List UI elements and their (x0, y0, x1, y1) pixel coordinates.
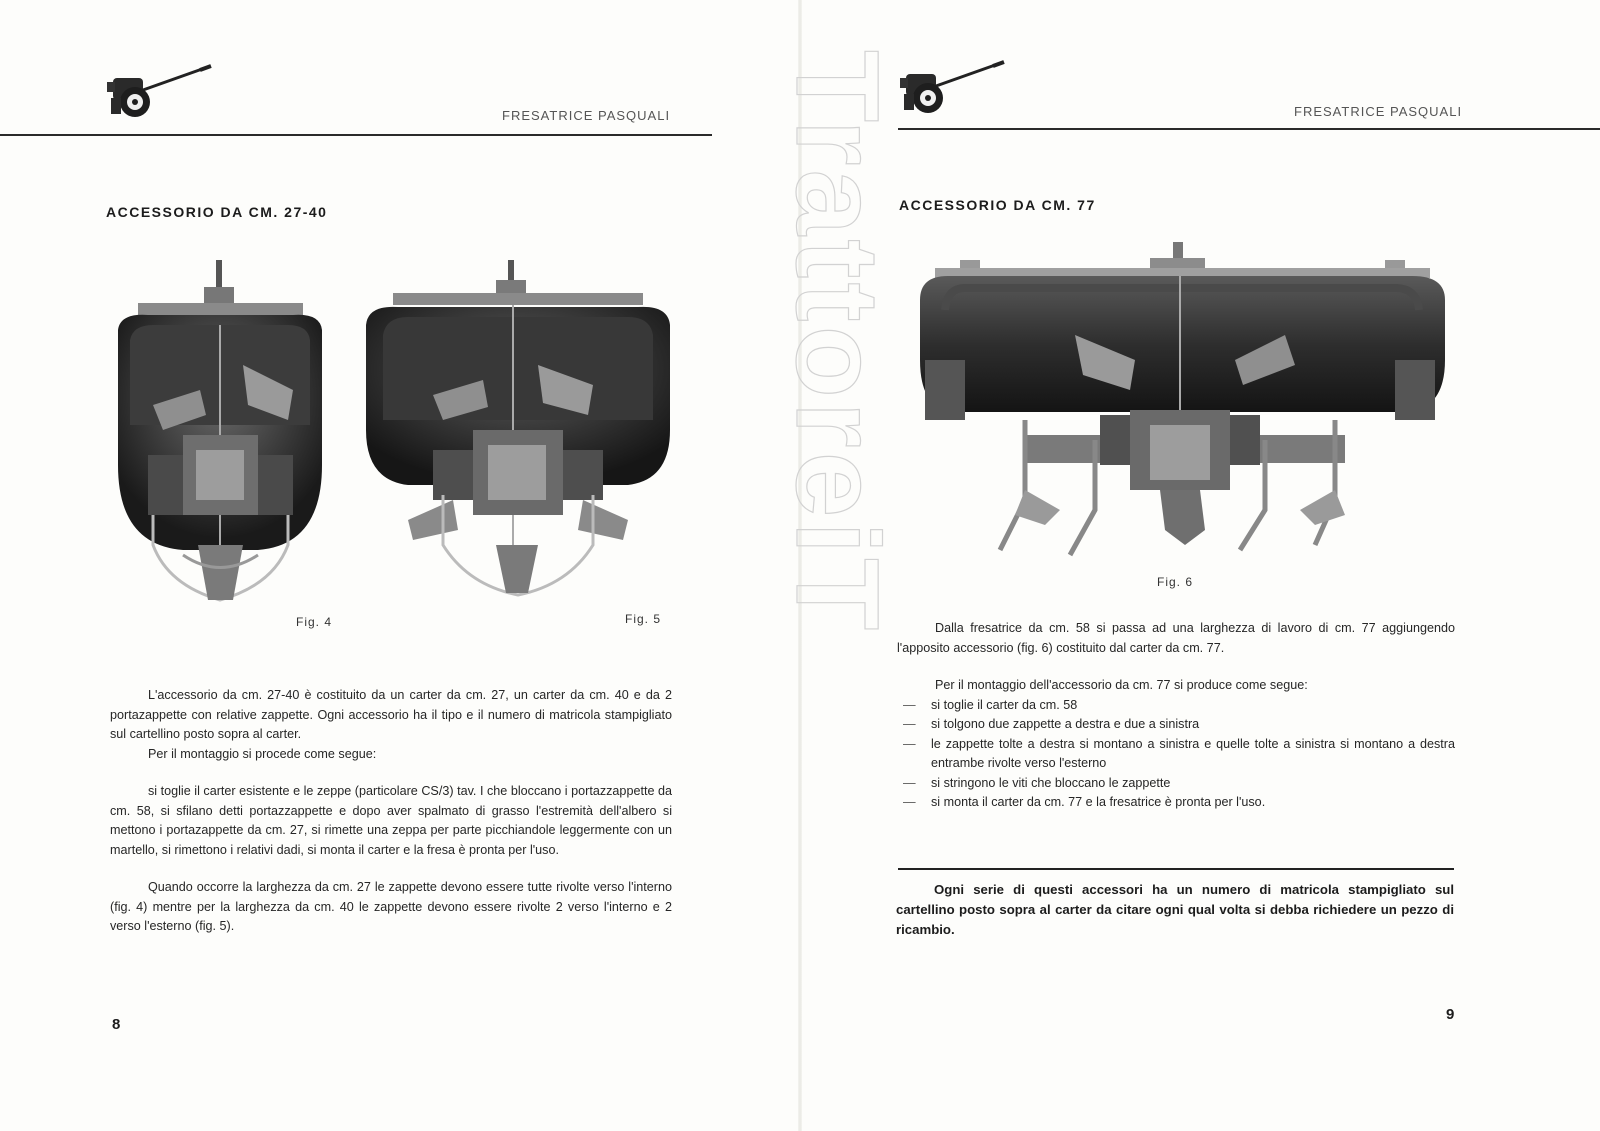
section-heading: ACCESSORIO DA CM. 77 (899, 197, 1096, 213)
procedure-intro: Per il montaggio dell'accessorio da cm. 77 si produce come segue: (935, 678, 1308, 692)
intro-paragraph: Dalla fresatrice da cm. 58 si passa ad una larghezza di lavoro di cm. 77 aggiungendo l'apposito accessorio (fig. 6) costituito dal carter da cm. 77. (897, 621, 1455, 655)
list-item: — si toglie il carter da cm. 58 (897, 696, 1455, 716)
header-title: FRESATRICE PASQUALI (1294, 104, 1463, 119)
page-number: 8 (112, 1016, 121, 1033)
header-rule (898, 128, 1600, 130)
figure-5-caption: Fig. 5 (625, 612, 662, 626)
figure-6-photo (905, 240, 1455, 570)
paragraph: si toglie il carter esistente e le zeppe (particolare CS/3) tav. I che bloccano i portazzappette da cm. 58, si sfilano detti portazzappette e dopo aver spalmato di grasso l'estremità dell'albero si mettono i portazappette da cm. 27, si rimette una zeppa per parte picchiandole leggermente con un martello, si rimettono i relativi dadi, si monta il carter e la fresa è pronta per l'uso. (110, 784, 672, 857)
tiller-logo-icon (105, 60, 215, 120)
page-number: 9 (1446, 1006, 1455, 1023)
figure-6-caption: Fig. 6 (1157, 575, 1194, 589)
paragraph: Quando occorre la larghezza da cm. 27 le zappette devono essere tutte rivolte verso l'interno (fig. 4) mentre per la larghezza da cm. 40 le zappette devono essere rivolte 2 verso l'interno e 2 verso l'esterno (fig. 5). (110, 880, 672, 933)
list-item: — si stringono le viti che bloccano le zappette (897, 774, 1455, 794)
header-title: FRESATRICE PASQUALI (502, 108, 671, 123)
spare-parts-notice: Ogni serie di questi accessori ha un numero di matricola stampigliato sul cartellino posto sopra al carter da citare ogni qual volta si debba richiedere un pezzo di ricambio. (896, 882, 1454, 937)
procedure-steps-list (897, 696, 1455, 813)
notice-rule (898, 868, 1454, 870)
paragraph: Per il montaggio si procede come segue: (148, 746, 377, 761)
section-heading: ACCESSORIO DA CM. 27-40 (106, 204, 328, 220)
list-item: — si tolgono due zappette a destra e due a sinistra (897, 715, 1455, 735)
list-item: — si monta il carter da cm. 77 e la fresatrice è pronta per l'uso. (897, 793, 1455, 813)
figure-4-caption: Fig. 4 (296, 615, 333, 629)
figure-4-photo (108, 255, 333, 610)
paragraph: L'accessorio da cm. 27-40 è costituito da un carter da cm. 27, un carter da cm. 40 e da 2 portazappette con relative zappette. Ogni accessorio ha il tipo e il numero di matricola stampigliato sul cartellino posto sopra al carter. (110, 688, 672, 741)
figure-5-photo (358, 255, 678, 600)
list-item: — le zappette tolte a destra si montano a sinistra e quelle tolte a sinistra si montano a destra entrambe rivolte verso l'esterno (897, 735, 1455, 774)
right-page (800, 0, 1600, 1131)
body-text (897, 619, 1455, 813)
tiller-logo-icon (898, 56, 1008, 116)
watermark-logo (735, 30, 903, 1090)
watermark-text: TrattoreiT (771, 50, 903, 635)
header-rule (0, 134, 712, 136)
body-text (110, 686, 672, 937)
